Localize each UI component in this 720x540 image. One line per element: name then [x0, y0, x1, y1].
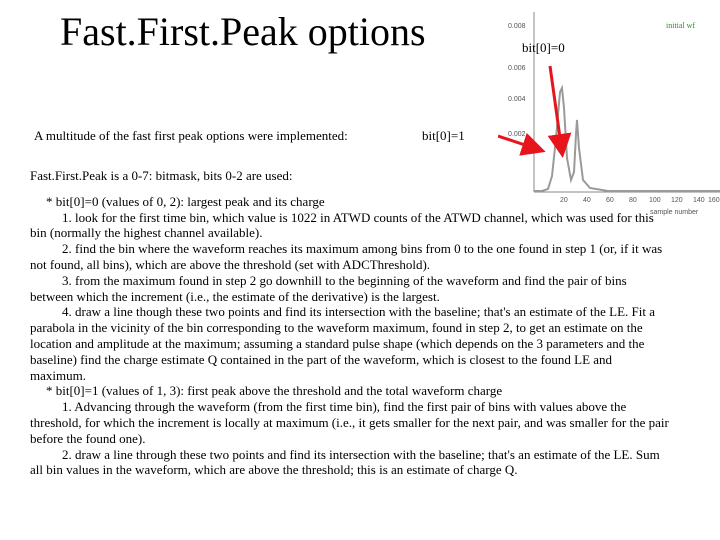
bit1-step-1: 1. Advancing through the waveform (from the first time bin), find the first pair of bins with values above the threshold, for which the increment is locally at maximum (i.e., it gets smaller for the next pair, and was smaller for the pair before the found one).	[30, 399, 669, 446]
plot-legend: initial wf	[666, 21, 696, 30]
body-text	[30, 168, 670, 478]
bit0-step-4: 4. draw a line though these two points and find its intersection with the baseline; that's an estimate of the LE. Fit a parabola in the vicinity of the bin corresponding to the waveform maximum, found in step 2, to get an estimate on the location and amplitude at the maximum; assuming a standard pulse shape (which depends on the 3 parameters and the baseline) find the charge estimate Q contained in the part of the waveform, which is closest to the found LE and maximum.	[30, 304, 655, 383]
bit0-step-1: 1. look for the first time bin, which value is 1022 in ATWD counts of the ATWD channel, which was used for this bin (normally the highest channel available).	[30, 209, 654, 241]
bitmask-description: Fast.First.Peak is a 0-7: bitmask, bits 0-2 are used:	[30, 168, 293, 183]
x-tick-label: 100	[649, 197, 661, 204]
y-tick-label: 0.006	[508, 65, 526, 72]
x-tick-label: 120	[671, 197, 683, 204]
slide-title: Fast.First.Peak options	[60, 9, 426, 54]
x-tick-label: 160	[708, 197, 720, 204]
x-tick-label: 40	[583, 197, 591, 204]
bit0-label: bit[0]=0	[522, 40, 565, 55]
y-tick-label: 0.002	[508, 131, 526, 138]
bit1-step-2: 2. draw a line through these two points and find its intersection with the baseline; that's an estimate of the LE. Sum all bin values in the waveform, which are above the threshold; this is an estimate of charge Q.	[30, 446, 660, 478]
x-tick-label: 20	[560, 197, 568, 204]
intro-text: A multitude of the fast first peak options were implemented:	[34, 128, 348, 143]
bit1-heading: * bit[0]=1 (values of 1, 3): first peak above the threshold and the total waveform charge	[46, 383, 503, 399]
x-tick-label: 80	[629, 197, 637, 204]
bit0-step-3: 3. from the maximum found in step 2 go downhill to the beginning of the waveform and find the pair of bins between which the increment (i.e., the estimate of the derivative) is the largest.	[30, 272, 627, 304]
x-tick-label: 140	[693, 197, 705, 204]
y-tick-label: 0.008	[508, 23, 526, 30]
x-axis-label: sample number	[650, 209, 699, 216]
x-tick-label: 60	[606, 197, 614, 204]
bit1-label: bit[0]=1	[422, 128, 465, 143]
bit0-heading: * bit[0]=0 (values of 0, 2): largest peak and its charge	[46, 193, 325, 209]
bit0-step-2: 2. find the bin where the waveform reaches its maximum among bins from 0 to the one found in step 1 (or, if it was not found, all bins), which are above the threshold (set with ADCThreshold).	[30, 241, 663, 272]
y-tick-label: 0.004	[508, 96, 526, 103]
